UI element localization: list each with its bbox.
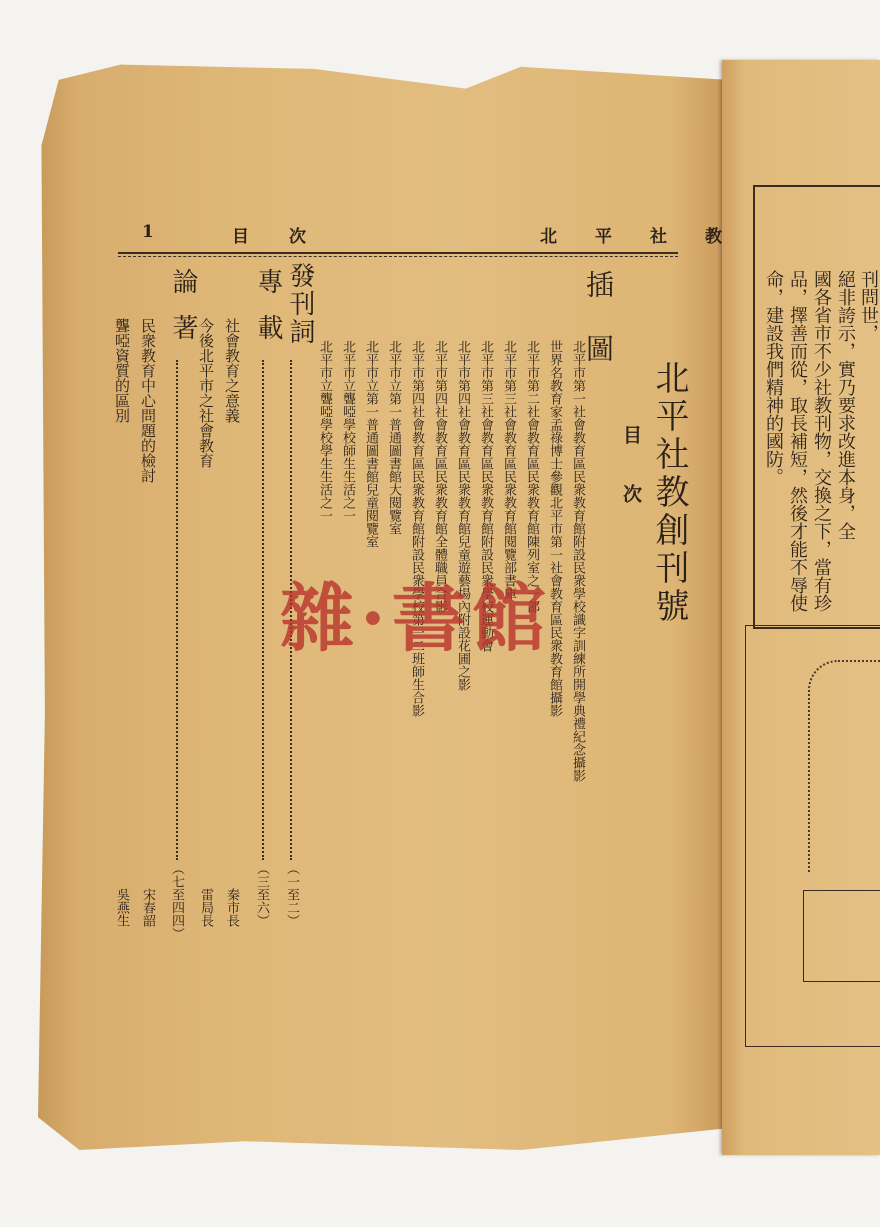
header-rule-dashed <box>118 256 678 257</box>
issue-title: 北平社教創刊號 <box>649 360 689 626</box>
leader-dots <box>176 360 178 860</box>
plate-item: 世界名教育家孟祿博士參觀北平市第一社會教育區民衆教育館攝影 <box>547 340 562 717</box>
plate-item: 北平市立第一普通圖書館大閱覽室 <box>386 340 401 535</box>
right-page-line: 絕非誇示，實乃要求改進本身，全 <box>835 270 856 540</box>
plate-item: 北平市第一社會教育區民衆教育館附設民衆學校識字訓練所開學典禮紀念攝影 <box>570 340 585 782</box>
section-foreword-label: 發刊詞 <box>285 262 315 346</box>
library-stamp: 雜·書館 <box>280 576 552 662</box>
plate-item: 北平市第三社會教育區民衆教育館閱覽部書庫 <box>501 340 516 600</box>
section-special-label: 專載 <box>253 268 283 360</box>
plate-item: 北平市立第一普通圖書館兒童閱覽室 <box>363 340 378 548</box>
plate-item: 北平市第四社會教育區民衆教育館附設民衆學校第一二班師生合影 <box>409 340 424 717</box>
plate-item: 北平市立聾啞學校學生生活之一 <box>317 340 332 522</box>
leader-dots <box>262 360 264 860</box>
right-page-line: 國各省市不少社教刊物，交換之下，當有珍 <box>811 270 832 612</box>
map-boundary <box>808 660 880 872</box>
special-item-author: 秦市長 <box>224 888 239 927</box>
right-page-line: 品，擇善而從，取長補短，然後才能不辱使 <box>787 270 808 612</box>
special-item-author: 雷局長 <box>198 888 213 927</box>
essay-item-title: 聾啞資質的區別 <box>113 318 131 423</box>
header-magazine-name: 北平社教 <box>540 227 760 247</box>
essay-item-author: 吳燕生 <box>114 888 129 927</box>
header-page-number: 1 <box>142 222 154 242</box>
header-rule <box>118 252 678 254</box>
essays-pages: （七至四四） <box>169 862 184 940</box>
plate-item: 北平市第二社會教育區民衆教育館陳列室之一部 <box>524 340 539 613</box>
header-toc-label: 目次 <box>232 227 346 247</box>
map-legend-box <box>803 890 880 982</box>
special-pages: （三至六） <box>254 862 269 927</box>
section-essays-label: 論著 <box>168 268 198 360</box>
special-item-title: 今後北平市之社會教育 <box>197 318 215 468</box>
plate-item: 北平市第三社會教育區民衆教育館附設民衆學校運動會 <box>478 340 493 652</box>
essay-item-title: 民衆教育中心問題的檢討 <box>139 318 157 483</box>
plate-item: 北平市立聾啞學校師生生活之一 <box>340 340 355 522</box>
special-item-title: 社會教育之意義 <box>223 318 241 423</box>
toc-heading: 目次 <box>620 425 642 543</box>
section-plates-label: 插圖 <box>582 270 615 398</box>
plate-item: 北平市第四社會教育區民衆教育館全體職員合影 <box>432 340 447 613</box>
foreword-pages: （一至二） <box>284 862 299 927</box>
plate-item: 北平市第四社會教育區民衆教育館兒童遊藝場內附設花圃之影 <box>455 340 470 691</box>
essay-item-author: 宋春韶 <box>140 888 155 927</box>
right-page-line: 命，建設我們精神的國防。 <box>763 270 784 486</box>
right-page-line: 刊問世， <box>858 270 879 342</box>
